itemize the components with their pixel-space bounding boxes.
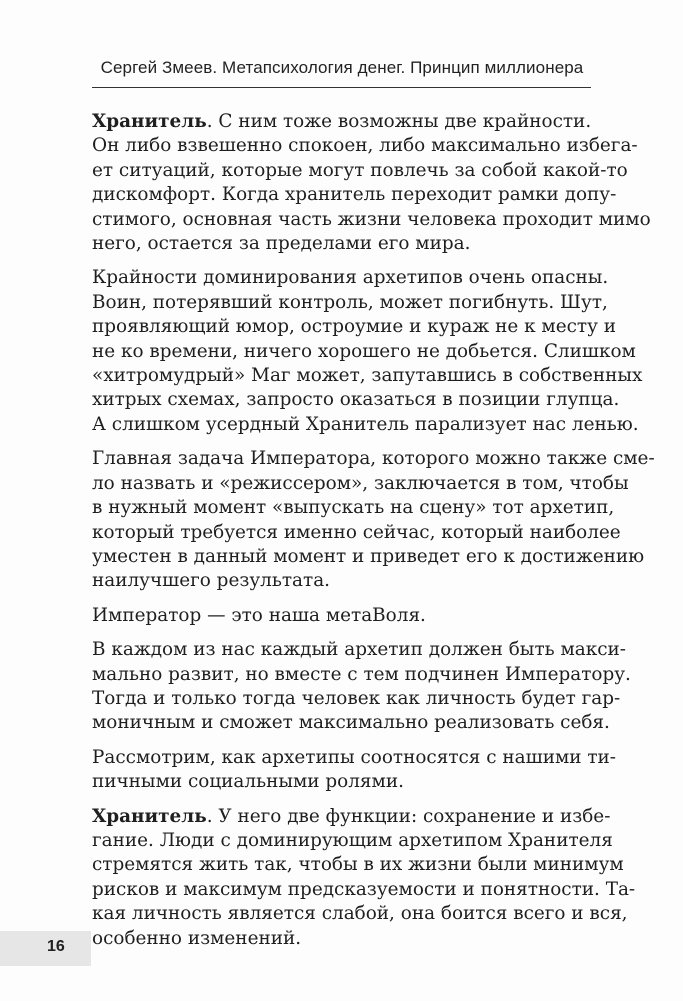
text-line: Рассмотрим, как архетипы соотносятся с нашими ти- (92, 746, 617, 768)
text-line: Император — это наша метаВоля. (92, 604, 426, 626)
paragraph (92, 746, 617, 795)
text-line: мально развит, но вместе с тем подчинен Императору. (92, 663, 631, 685)
paragraph (92, 266, 643, 437)
text-line: ет ситуаций, которые могут повлечь за собой какой-то (92, 159, 628, 181)
text-line: стимого, основная часть жизни человека проходит мимо (92, 208, 651, 230)
text-line: Главная задача Императора, которого можно также сме- (92, 448, 655, 470)
text-line: гание. Люди с доминирующим архетипом Хранителя (92, 829, 613, 851)
line-text: . С ним тоже возможны две крайности. (206, 111, 592, 132)
text-line: Крайности доминирования архетипов очень опасны. (92, 267, 609, 289)
lead-term: Хранитель (92, 111, 207, 132)
paragraph (92, 805, 636, 951)
text-line: него, остается за пределами его мира. (92, 233, 471, 255)
text-line: кая личность является слабой, она боится всего и вся, (92, 903, 628, 925)
text-line (92, 805, 611, 829)
text-line: в нужный момент «выпускать на сцену» тот архетип, (92, 497, 615, 519)
text-line: пичными социальными ролями. (92, 771, 404, 793)
text-line: уместен в данный момент и приведет его к достижению (92, 545, 645, 567)
text-line: моничным и сможет максимально реализовать себя. (92, 712, 610, 734)
header-rule (92, 87, 591, 88)
text-line: Воин, потерявший контроль, может погибнуть. Шут, (92, 291, 608, 313)
text-line: который требуется именно сейчас, который наиболее (92, 521, 621, 543)
paragraph (92, 110, 651, 256)
text-line: ло назвать и «режиссером», заключается в том, чтобы (92, 472, 629, 494)
text-line: А слишком усердный Хранитель парализует нас ленью. (92, 413, 639, 435)
line-text: . У него две функции: сохранение и избе- (206, 805, 611, 827)
text-line: наилучшего результата. (92, 570, 331, 592)
page-number-tab (0, 931, 91, 966)
text-line: Он либо взвешенно спокоен, либо максимально избега- (92, 135, 638, 157)
text-line: рисков и максимум предсказуемости и понятности. Та- (92, 878, 636, 900)
text-line (92, 110, 592, 134)
lead-term: Хранитель (92, 805, 207, 827)
body-text (92, 110, 655, 961)
text-line: стремятся жить так, чтобы в их жизни были минимум (92, 854, 624, 876)
text-line: дискомфорт. Когда хранитель переходит рамки допу- (92, 184, 617, 206)
text-line: не ко времени, ничего хорошего не добьется. Слишком (92, 340, 636, 362)
paragraph (92, 604, 589, 628)
paragraph (92, 638, 631, 736)
text-line: хитрых схемах, запросто оказаться в позиции глупца. (92, 389, 620, 411)
text-line: особенно изменений. (92, 927, 302, 949)
running-head: Сергей Змеев. Метапсихология денег. Принцип миллионера (100, 58, 584, 77)
text-line: проявляющий юмор, остроумие и кураж не к месту и (92, 316, 616, 338)
text-line: «хитромудрый» Маг может, запутавшись в собственных (92, 365, 643, 387)
text-line: В каждом из нас каждый архетип должен быть макси- (92, 639, 627, 661)
text-line: Тогда и только тогда человек как личность будет гар- (92, 687, 621, 709)
page-number: 16 (47, 938, 65, 955)
paragraph (92, 447, 655, 593)
